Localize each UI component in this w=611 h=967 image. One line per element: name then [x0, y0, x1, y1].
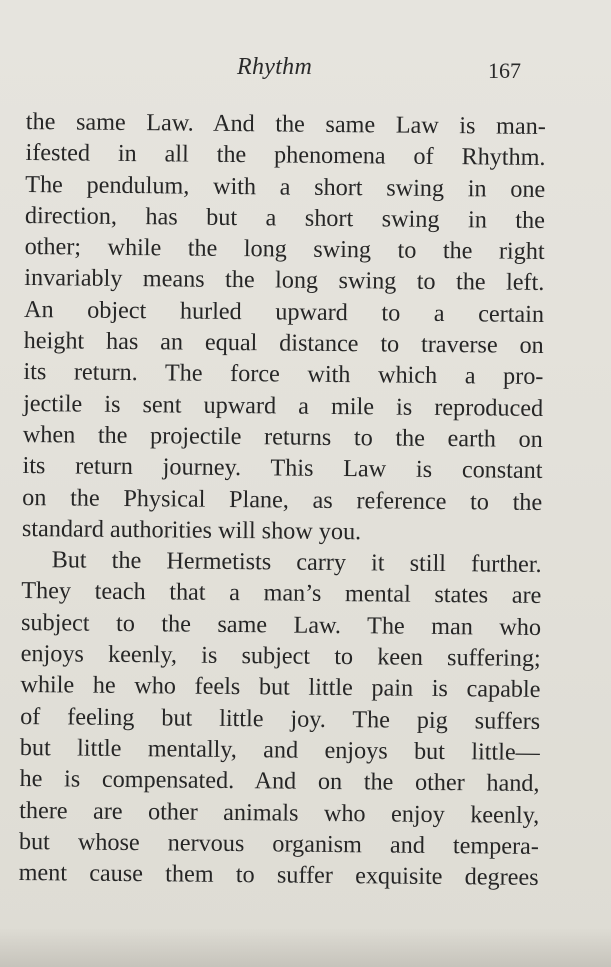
text-line: when the projectile returns to the earth on — [22, 420, 543, 453]
text-line: But the Hermetists carry it still further. — [51, 546, 542, 579]
text-line: standard authorities will show you. — [21, 514, 362, 546]
text-line: jectile is sent upward a mile is reproduced — [23, 389, 544, 422]
text-line: ment cause them to suffer exquisite degrees — [18, 859, 539, 892]
text-line: on the Physical Plane, as reference to the — [22, 483, 543, 516]
body-text — [18, 106, 545, 893]
text-line: its return. The force with which a pro- — [23, 358, 544, 391]
text-line: other; while the long swing to the right — [24, 233, 545, 266]
text-line: but whose nervous organism and tempera- — [18, 827, 540, 860]
text-line: while he who feels but little pain is capable — [20, 671, 541, 704]
text-line: he is compensated. And on the other hand, — [19, 765, 540, 798]
text-line: direction, has but a short swing in the — [24, 201, 546, 234]
text-line: but little mentally, and enjoys but little— — [19, 733, 540, 766]
page-header — [0, 50, 611, 84]
text-line: its return journey. This Law is constant — [22, 452, 543, 485]
text-line: ifested in all the phenomena of Rhythm. — [25, 139, 546, 172]
text-line: enjoys keenly, is subject to keen suffering; — [20, 640, 541, 673]
running-title: Rhythm — [237, 54, 313, 80]
text-line: height has an equal distance to traverse on — [23, 327, 544, 360]
text-line: The pendulum, with a short swing in one — [25, 170, 546, 203]
text-line: there are other animals who enjoy keenly, — [19, 796, 540, 829]
text-line: the same Law. And the same Law is man- — [25, 107, 546, 140]
text-line: invariably means the long swing to the left. — [24, 264, 545, 297]
text-line: They teach that a man’s mental states are — [21, 577, 542, 610]
page-number: 167 — [488, 58, 521, 83]
text-line: An object hurled upward to a certain — [23, 295, 545, 328]
text-line: subject to the same Law. The man who — [20, 608, 542, 641]
text-line: of feeling but little joy. The pig suffers — [20, 702, 541, 735]
